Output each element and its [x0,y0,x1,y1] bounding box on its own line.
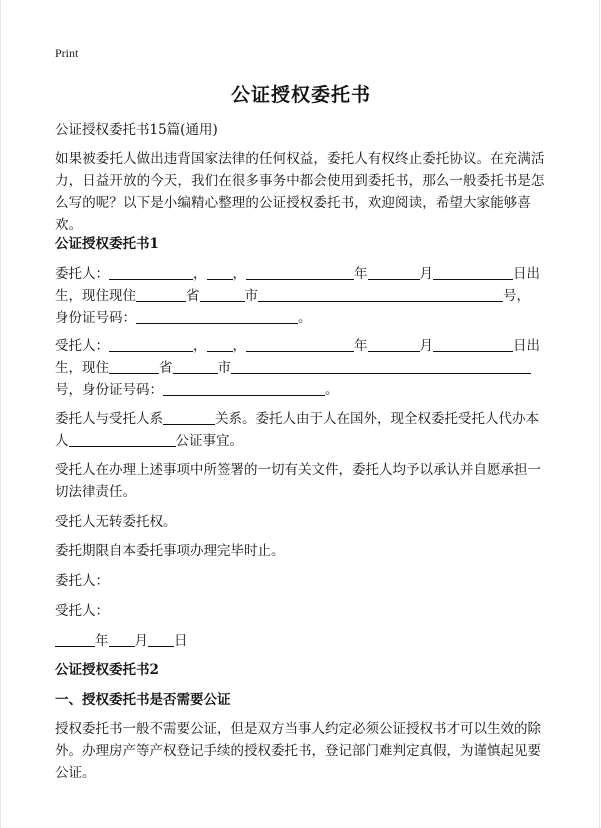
date-year-blank [55,631,95,647]
principal-city-blank [200,286,245,302]
period-paragraph: 委托期限自本委托事项办理完毕时止。 [55,543,285,559]
agent-day-blank [433,336,513,352]
principal-label: 委托人： [55,266,109,282]
province-label: 省 [159,360,173,376]
address-label: 生，现住现住 [55,288,136,304]
province-label: 省 [186,288,200,304]
month-label: 月 [419,266,433,282]
intro-paragraph: 如果被委托人做出违背国家法律的任何权益，委托人有权终止委托协议。在充满活力，日益开放的今天，我们在很多事务中都会使用到委托书，那么一般委托书是怎么写的呢？以下是小编精心整理的公证授权委托书，欢迎阅读，希望大家能够喜欢。 [55,151,545,233]
id-label: 身份证号码： [55,310,136,326]
date-month-blank [109,631,135,647]
print-link[interactable]: Print [55,46,79,60]
relation-text: 人 [55,433,69,449]
address-label: 生，现住 [55,360,109,376]
month-label: 月 [419,338,433,354]
city-label: 市 [217,360,231,376]
relation-text: 关系。委托人由于人在国外，现全权委托受托人代办本 [215,411,539,427]
principal-id-blank [136,308,298,324]
agent-id-blank [163,380,325,396]
agent-address-blank [231,358,531,374]
date-day-blank [148,631,174,647]
period: 。 [298,310,312,326]
principal-gender-blank [207,264,233,280]
relation-text: 委托人与受托人系 [55,411,163,427]
agent-line-2 [55,357,549,379]
separator: ， [193,338,207,354]
number-label: 号， [503,288,530,304]
agent-province-blank [109,358,159,374]
principal-month-blank [368,264,420,280]
document-subtitle: 公证授权委托书15篇(通用) [55,122,218,138]
year-label: 年 [354,266,368,282]
responsibility-paragraph: 受托人在办理上述事项中所签署的一切有关文件，委托人均予以承认并自愿承担一切法律责任。 [55,462,541,500]
no-transfer-paragraph: 受托人无转委托权。 [55,514,177,530]
day-label: 日 [174,633,188,649]
month-label: 月 [134,633,148,649]
separator: ， [193,266,207,282]
agent-gender-blank [207,336,233,352]
agent-month-blank [368,336,420,352]
principal-address-blank [258,286,503,302]
agent-label: 受托人： [55,338,109,354]
agent-city-blank [173,358,218,374]
agent-line-1 [55,335,549,357]
id-label: 号，身份证号码： [55,382,163,398]
day-label: 日出 [513,266,540,282]
principal-name-blank [109,264,193,280]
principal-line-1 [55,263,549,285]
section2-subheading: 一、授权委托书是否需要公证 [55,692,231,708]
agent-year-blank [246,336,354,352]
principal-year-blank [246,264,354,280]
period: 。 [325,382,339,398]
section1-heading: 公证授权委托书1 [55,236,159,252]
agent-name-blank [109,336,193,352]
relation-line-2 [55,430,549,452]
separator: ， [232,338,246,354]
relation-text: 公证事宜。 [175,433,243,449]
day-label: 日出 [513,338,540,354]
relation-blank [163,409,215,425]
principal-signature: 委托人： [55,573,109,589]
principal-province-blank [136,286,186,302]
agent-signature: 受托人： [55,603,109,619]
principal-line-2 [55,285,549,307]
section2-paragraph: 授权委托书一般不需要公证，但是双方当事人约定必须公证授权书才可以生效的除外。办理房产等产权登记手续的授权委托书，登记部门难判定真假，为谨慎起见要公证。 [55,721,541,781]
separator: ， [232,266,246,282]
year-label: 年 [354,338,368,354]
signature-date [55,630,549,652]
agent-line-3 [55,379,549,401]
principal-line-3 [55,307,549,329]
matter-blank [69,431,176,447]
section2-heading: 公证授权委托书2 [55,662,159,678]
city-label: 市 [244,288,258,304]
document-title: 公证授权委托书 [230,84,371,106]
relation-line-1 [55,408,549,430]
principal-day-blank [433,264,513,280]
year-label: 年 [95,633,109,649]
